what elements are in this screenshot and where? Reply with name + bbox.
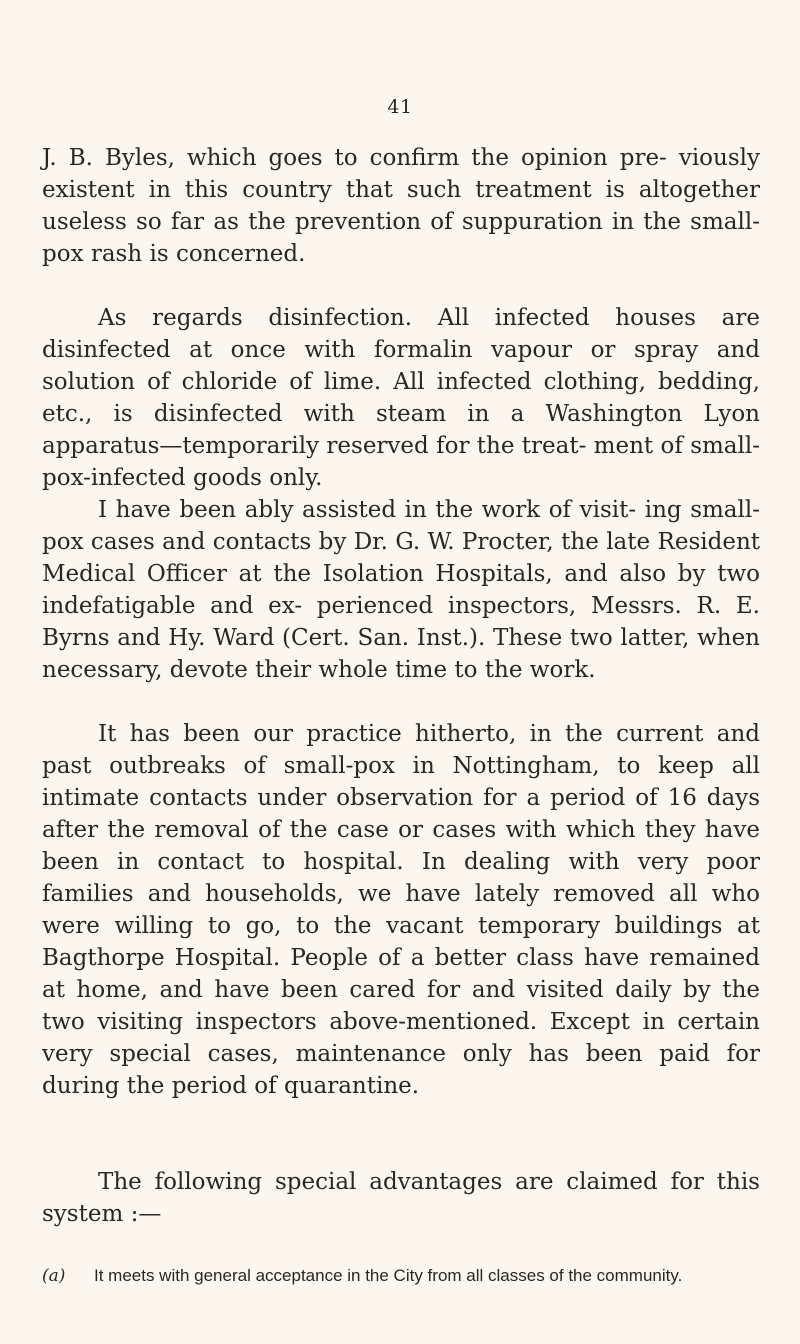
paragraph-byles: J. B. Byles, which goes to confirm the opinion pre- viously existent in this country that such treatment is altogether useless so far as the prevention of suppuration in the small-pox rash is concerned. bbox=[42, 145, 760, 267]
page-number: 41 bbox=[387, 96, 413, 118]
list-item bbox=[42, 1265, 722, 1287]
list-item-text: It meets with general acceptance in the City from all classes of the community. bbox=[94, 1266, 683, 1285]
paragraph-assistance: I have been ably assisted in the work of visit- ing small-pox cases and contacts by Dr. G. W. Procter, the late Resident Medical Officer at the Isolation Hospitals, and also by two indefatigable and ex- perienced inspectors, Messrs. R. E. Byrns and Hy. Ward (Cert. San. Inst.). These two latter, when necessary, devote their whole time to the work. bbox=[42, 497, 760, 683]
paragraph-advantages: The following special advantages are claimed for this system :— bbox=[42, 1169, 760, 1227]
list-marker: (a) bbox=[42, 1266, 66, 1286]
paragraph-practice: It has been our practice hitherto, in the current and past outbreaks of small-pox in Nottingham, to keep all intimate contacts under observation for a period of 16 days after the removal of the case or cases with which they have been in contact to hospital. In dealing with very poor families and households, we have lately removed all who were willing to go, to the vacant temporary buildings at Bagthorpe Hospital. People of a better class have remained at home, and have been cared for and visited daily by the two visiting inspectors above-mentioned. Except in certain very special cases, maintenance only has been paid for during the period of quarantine. bbox=[42, 721, 760, 1099]
paragraph-disinfection: As regards disinfection. All infected houses are disinfected at once with formalin vapour or spray and solution of chloride of lime. All infected clothing, bedding, etc., is disinfected with steam in a Washington Lyon apparatus—temporarily reserved for the treat- ment of small-pox-infected goods only. bbox=[42, 305, 760, 491]
